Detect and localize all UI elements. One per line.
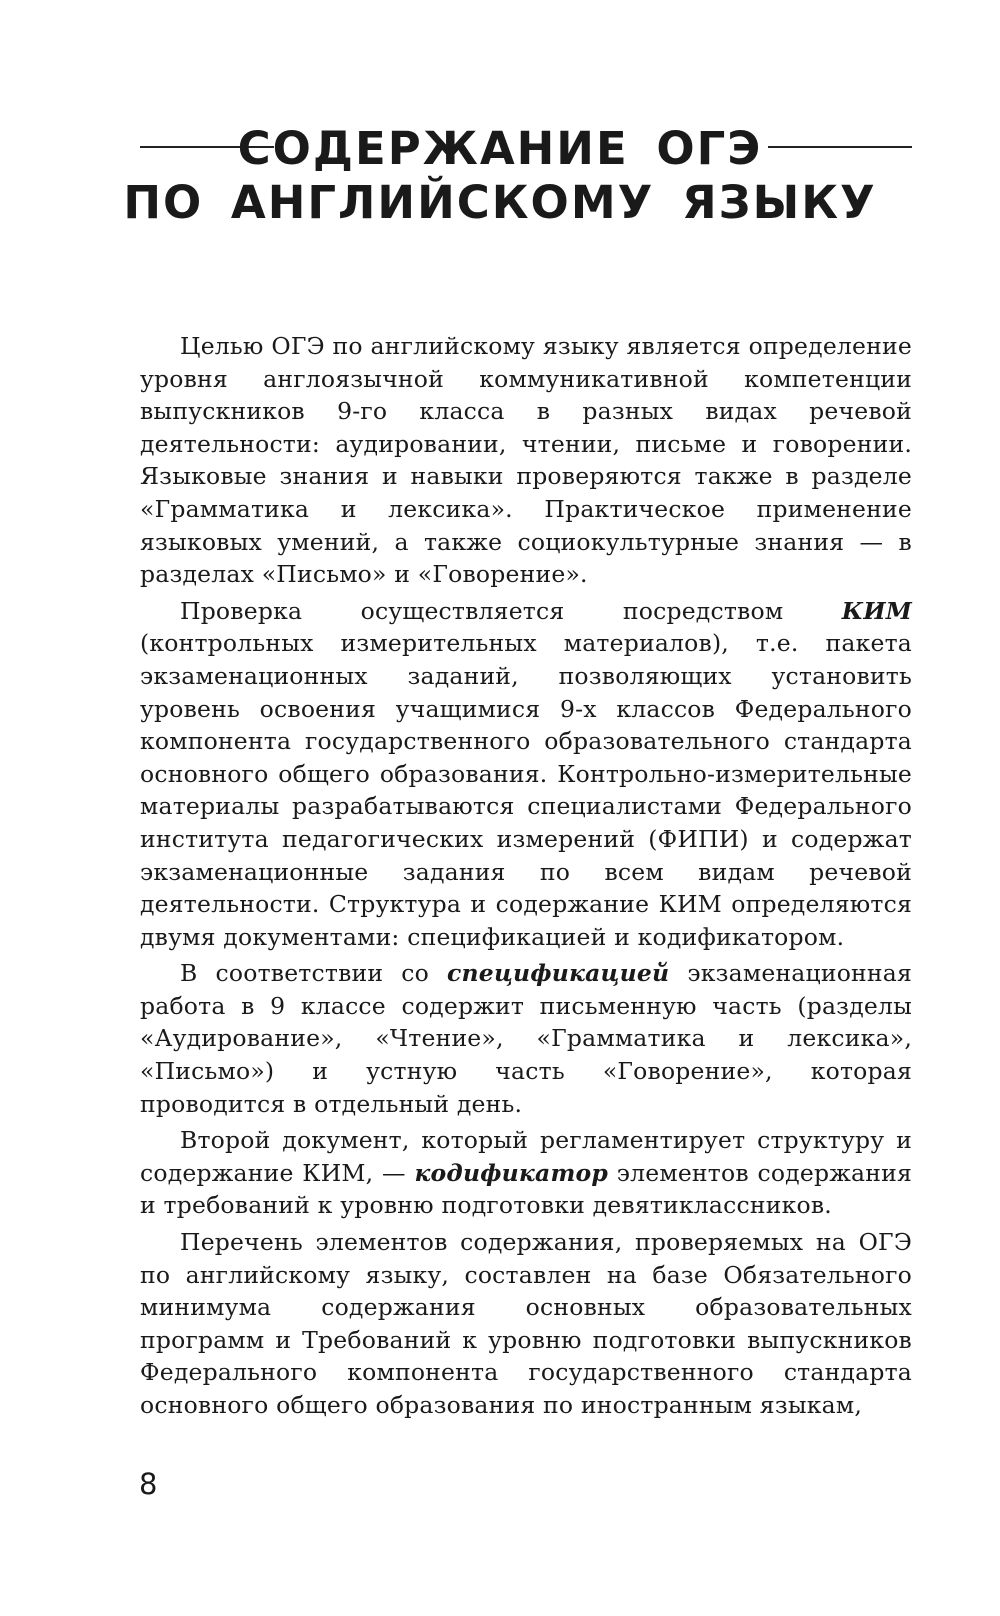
paragraph-4 [140, 1124, 912, 1222]
paragraph-4-text-before: Второй документ, который регламентирует структуру и содержание КИМ, — [140, 1126, 912, 1187]
paragraph-3-text-before: В соответствии со [180, 959, 448, 988]
page-title-line-1: СОДЕРЖАНИЕ ОГЭ [237, 122, 763, 175]
paragraph-2 [140, 595, 912, 954]
term-codifier: кодификатор [414, 1158, 609, 1187]
page-title-line-2: ПО АНГЛИЙСКОМУ ЯЗЫКУ [123, 176, 877, 229]
page-number: 8 [139, 1467, 158, 1501]
paragraph-1: Целью ОГЭ по английскому языку является определение уровня англоязычной коммуникативной компетенции выпускников 9-го класса в разных видах речевой деятельности: аудировании, чтении, письме и говорении. Языковые знания и навыки проверяются также в разделе «Грамматика и лексика». Практическое применение языковых умений, а также социокультурные знания — в разделах «Письмо» и «Говорение». [140, 332, 912, 589]
paragraph-3-text-after: экзаменационная работа в 9 классе содержит письменную часть (разделы «Аудирование», «Чтение», «Грамматика и лексика», «Письмо») и устную часть «Говорение», которая проводится в отдельный день. [140, 959, 913, 1118]
paragraph-2-text-after: (контрольных измерительных материалов), т.е. пакета экзаменационных заданий, позволяющих установить уровень освоения учащимися 9-х классов Федерального компонента государственного образовательного стандарта основного общего образования. Контрольно-измерительные материалы разрабатываются специалистами Федерального института педагогических измерений (ФИПИ) и содержат экзаменационные задания по всем видам речевой деятельности. Структура и содержание КИМ определяются двумя документами: спецификацией и кодификатором. [140, 629, 912, 951]
paragraph-5: Перечень элементов содержания, проверяемых на ОГЭ по английскому языку, составлен на базе Обязательного минимума содержания основных образовательных программ и Требований к уровню подготовки выпускников Федерального компонента государственного стандарта основного общего образования по иностранным языкам, [140, 1228, 912, 1419]
body-text [140, 330, 912, 1422]
paragraph-2-text-before: Проверка осуществляется посредством [180, 596, 842, 625]
term-kim: КИМ [841, 596, 912, 625]
term-specification: спецификацией [447, 959, 670, 988]
paragraph-3 [140, 957, 912, 1120]
paragraph-4-text-after: элементов содержания и требований к уровню подготовки девятиклассников. [140, 1158, 912, 1220]
